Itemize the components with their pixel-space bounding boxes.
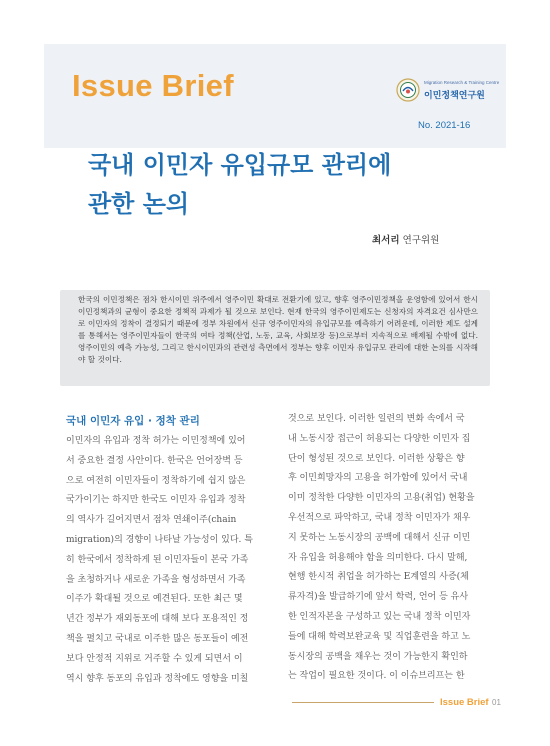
body-text-line: 년간 정부가 재외동포에 대해 보다 포용적인 정 [66, 614, 249, 625]
body-text-line: 역시 향후 동포의 유입과 정착에도 영향을 미칠 [66, 673, 249, 684]
right-column-text [288, 410, 488, 687]
body-text-line: 현행 한시적 취업을 허가하는 E계열의 사증(체 [288, 572, 469, 583]
body-text-line: 책을 펼치고 국내로 이주한 많은 동포들이 예전 [66, 633, 249, 644]
body-text-line: 이주가 확대될 것으로 예견된다. 또한 최근 몇 [66, 594, 243, 605]
logo-english-text: Migration Research & Training Centre [424, 80, 500, 85]
body-text-line: 우선적으로 파악하고, 국내 정착 이민자가 채우 [288, 512, 471, 523]
section-heading: 국내 이민자 유입 · 정착 관리 [66, 415, 200, 427]
body-column-right [288, 410, 488, 687]
body-text-line: 한 인적자본을 구성하고 있는 국내 정착 이민자 [288, 611, 471, 622]
author-byline [372, 232, 439, 246]
institute-seal-icon [396, 78, 420, 102]
body-text-line: 이민자의 유입과 정착 허가는 이민정책에 있어 [66, 436, 246, 446]
body-text-line: 이미 정착한 다양한 이민자의 고용(취업) 현황을 [288, 493, 475, 504]
body-text-line: 단이 형성된 것으로 보인다. 이러한 상황은 향 [288, 453, 465, 464]
left-column-text [66, 432, 270, 689]
body-text-line: 들에 대해 학력보완교육 및 직업훈련을 하고 노 [288, 631, 471, 642]
title-line-1: 국내 이민자 유입규모 관리에 [88, 151, 392, 179]
page-number: 01 [492, 698, 501, 707]
body-column-left [66, 412, 270, 689]
summary-text: 한국의 이민정책은 점차 한시이민 위주에서 영주이민 확대로 전환기에 있고, 향후 영주이민정책을 운영함에 있어서 한시이민정책과의 균형이 중요한 정책적 과제가 될 것으로 보인다. 현재 한국의 영주이민제도는 신청자의 자격요건 심사만으로 이민자의 정착이 결정되기 때문에 정부 차원에서 신규 영주이민자의 유입규모를 예측하기 어려운데, 이러한 제도 설계를 통해서는 영주이민자들이 한국의 여타 정책(산업, 노동, 교육, 사회보장 등)으로부터 지속적으로 배제될 수밖에 없다. 영주이민의 예측 가능성, 그리고 한시이민과의 관련성 측면에서 정부는 향후 이민자 유입규모 관리에 대한 논의를 시작해야 할 것이다. [78, 295, 478, 364]
body-text-line: 국가이기는 하지만 한국도 이민자 유입과 정착 [66, 495, 246, 506]
brand-title: Issue Brief [72, 68, 234, 103]
body-text-line: 의 역사가 길어지면서 점차 연쇄이주(chain [66, 515, 237, 526]
body-text-line: migration)의 경향이 나타날 가능성이 있다. 특 [66, 534, 253, 545]
body-text-line: 히 한국에서 정착하게 된 이민자들이 본국 가족 [66, 554, 249, 565]
body-text-line: 후 이민희망자의 고용을 허가함에 있어서 국내 [288, 473, 468, 484]
page-title [88, 146, 488, 224]
author-name: 최서리 [372, 235, 400, 246]
body-text-line: 동시장의 공백을 채우는 것이 가능한지 확인하 [288, 651, 468, 662]
body-text-line: 류자격)을 발급하기에 앞서 학력, 언어 등 유사 [288, 592, 469, 603]
institute-logo [396, 78, 506, 108]
body-text-line: 것으로 보인다. 이러한 일련의 변화 속에서 국 [288, 414, 465, 424]
footer-rule [292, 702, 434, 703]
footer-label: Issue Brief [440, 697, 489, 708]
body-text-line: 을 초청하거나 새로운 가족을 형성하면서 가족 [66, 574, 246, 585]
logo-korean-name: 이민정책연구원 [424, 91, 485, 101]
title-line-2: 관한 논의 [88, 190, 190, 218]
author-role: 연구위원 [402, 235, 440, 246]
body-text-line: 지 못하는 노동시장의 공백에 대해서 신규 이민 [288, 532, 471, 543]
issue-number: No. 2021-16 [418, 120, 471, 131]
body-text-line: 으로 여전히 이민자들이 정착하기에 쉽지 않은 [66, 475, 246, 486]
summary-box [60, 290, 490, 386]
body-text-line: 내 노동시장 접근이 허용되는 다양한 이민자 집 [288, 433, 471, 444]
body-text-line: 보다 안정적 지위로 거주할 수 있게 되면서 이 [66, 653, 243, 664]
body-text-line: 자 유입을 허용해야 함을 의미한다. 다시 말해, [288, 552, 468, 563]
body-text-line: 는 작업이 필요한 것이다. 이 이슈브리프는 한 [288, 671, 465, 682]
body-text-line: 서 중요한 결정 사안이다. 한국은 언어장벽 등 [66, 455, 243, 466]
